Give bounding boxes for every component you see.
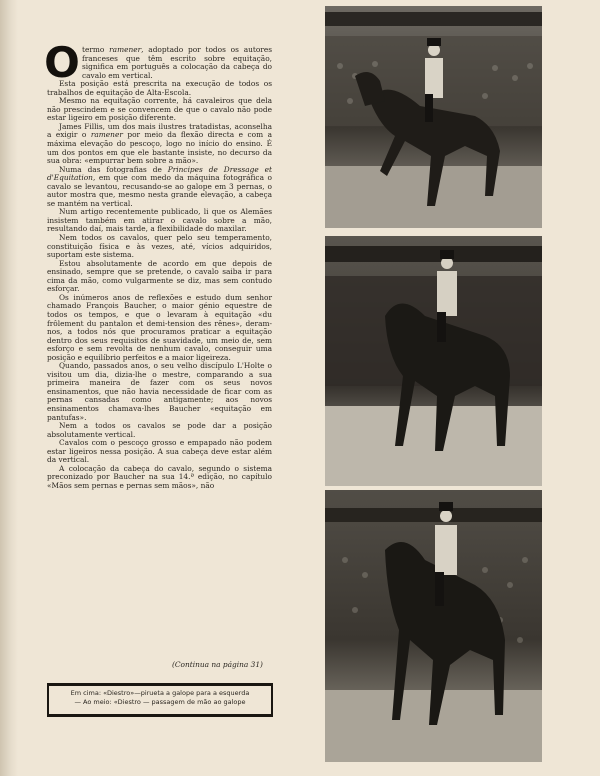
article-paragraph	[47, 166, 272, 209]
article-paragraph	[47, 260, 272, 294]
paragraph-text: Quando, passados anos, o seu velho discípulo L'Holte o visitou um dia, dizia-lhe o mestre, comparando a sua primeira maneira de fazer com os seus novos ensinamentos, que não havia necessidade de ficar com as pernas cansadas como antigamente; aos novos ensinamentos chamava-lhes Baucher «equitação em pantufas».	[47, 361, 272, 422]
page-spine-shadow	[0, 0, 18, 776]
photo-bottom-image	[325, 490, 542, 762]
italic-term: Principes de Dressage et d'Equitation	[47, 164, 272, 183]
photo-bottom	[325, 490, 542, 762]
continuation-note: (Continua na página 31)	[172, 660, 263, 669]
photo-middle	[325, 236, 542, 486]
article-paragraph	[47, 362, 272, 422]
article-paragraph	[47, 46, 272, 80]
photo-top	[325, 6, 542, 228]
paragraph-text: , em que com medo da máquina fotográfica o cavalo se levantou, recusando-se ao galope em 3 pernas, o autor mostra que, mesmo nesta grande elevação, a cabeça se mantém na vertical.	[47, 173, 272, 208]
photo-middle-image	[325, 236, 542, 486]
caption-line-1: Em cima: «Diestro»—pirueta a galope para a esquerda	[70, 689, 250, 697]
drop-cap-letter: O	[44, 38, 80, 87]
paragraph-text: Num artigo recentemente publicado, li que os Alemães insistem também em atirar o cavalo sobre a mão, resultando daí, mais tarde, a flexibilidade do maxilar.	[47, 207, 272, 234]
paragraph-text: James Fillis, um dos mais ilustres tratadistas, aconselha a exigir o	[47, 121, 272, 140]
italic-term: ramener	[109, 45, 142, 54]
article-paragraph	[47, 422, 272, 439]
article-paragraph	[47, 234, 272, 260]
paragraph-text: Mesmo na equitação corrente, há cavaleiros que dela não prescindem e se convencem de que o cavalo não pode estar ligeiro em posição diferente.	[47, 96, 272, 123]
caption-line-2: — Ao meio: «Diestro — passagem de mão ao galope	[74, 698, 246, 706]
article-paragraph	[47, 123, 272, 166]
article-paragraph	[47, 97, 272, 123]
article-paragraph	[47, 294, 272, 362]
paragraph-text: A colocação da cabeça do cavalo, segundo o sistema preconizado por Baucher na sua 14.ª edição, no capítulo «Mãos sem pernas e pernas sem mãos», não	[47, 463, 272, 490]
photo-caption-box	[47, 683, 273, 717]
article-paragraphs	[47, 46, 272, 490]
drop-cap	[44, 38, 80, 87]
paragraph-text: por meio da flexão directa e com a máxima elevação do pescoço, logo no início do ensino. É um dos pontos em que ele bastante insiste, no decurso da sua obra: «empurrar bem sobre a mão».	[47, 130, 273, 166]
paragraph-text: Esta posição está prescrita na execução de todos os trabalhos de equitação de Alta-Escola.	[47, 79, 272, 97]
paragraph-text: termo	[82, 45, 110, 54]
paragraph-text: Nem a todos os cavalos se pode dar a posição absolutamente vertical.	[47, 421, 272, 439]
paragraph-text: Os inúmeros anos de reflexões e estudo dum senhor chamado François Baucher, o maior génio equestre de todos os tempos, e que o levaram à equitação «du frôlement du pantalon et demi-tension des rênes», deram-nos, a todos nós que procuramos praticar a equitação dentro dos seus requisitos de suavidade, um meio de, sem esforço e sem revolta de nenhum cavalo, conseguir uma posição e equilíbrio perfeitos e a maior ligeireza.	[47, 292, 272, 362]
italic-term: ramener	[90, 130, 123, 140]
paragraph-text: Estou absolutamente de acordo em que depois de ensinado, sempre que se pretende, o cavalo saiba ir para cima da mão, como vulgarmente se diz, mas sem contudo esforçar.	[47, 258, 272, 294]
paragraph-text: Cavalos com o pescoço grosso e empapado não podem estar ligeiros nessa posição. A sua cabeça deve estar além da vertical.	[47, 438, 272, 465]
article-paragraph	[47, 208, 272, 234]
paragraph-text: Nem todos os cavalos, quer pelo seu temperamento, constituição física e às vezes, até, vícios adquiridos, suportam este sistema.	[47, 233, 272, 260]
paragraph-text: Numa das fotografias de	[59, 164, 168, 174]
article-paragraph	[47, 439, 272, 465]
article-paragraph	[47, 465, 272, 491]
article-body	[44, 38, 273, 490]
photo-top-image	[325, 6, 542, 228]
article-paragraph	[47, 80, 272, 97]
paragraph-text: , adoptado por todos os autores franceses que têm escrito sobre equitação, significa em português a colocação da cabeça do cavalo em vertical.	[82, 45, 272, 80]
